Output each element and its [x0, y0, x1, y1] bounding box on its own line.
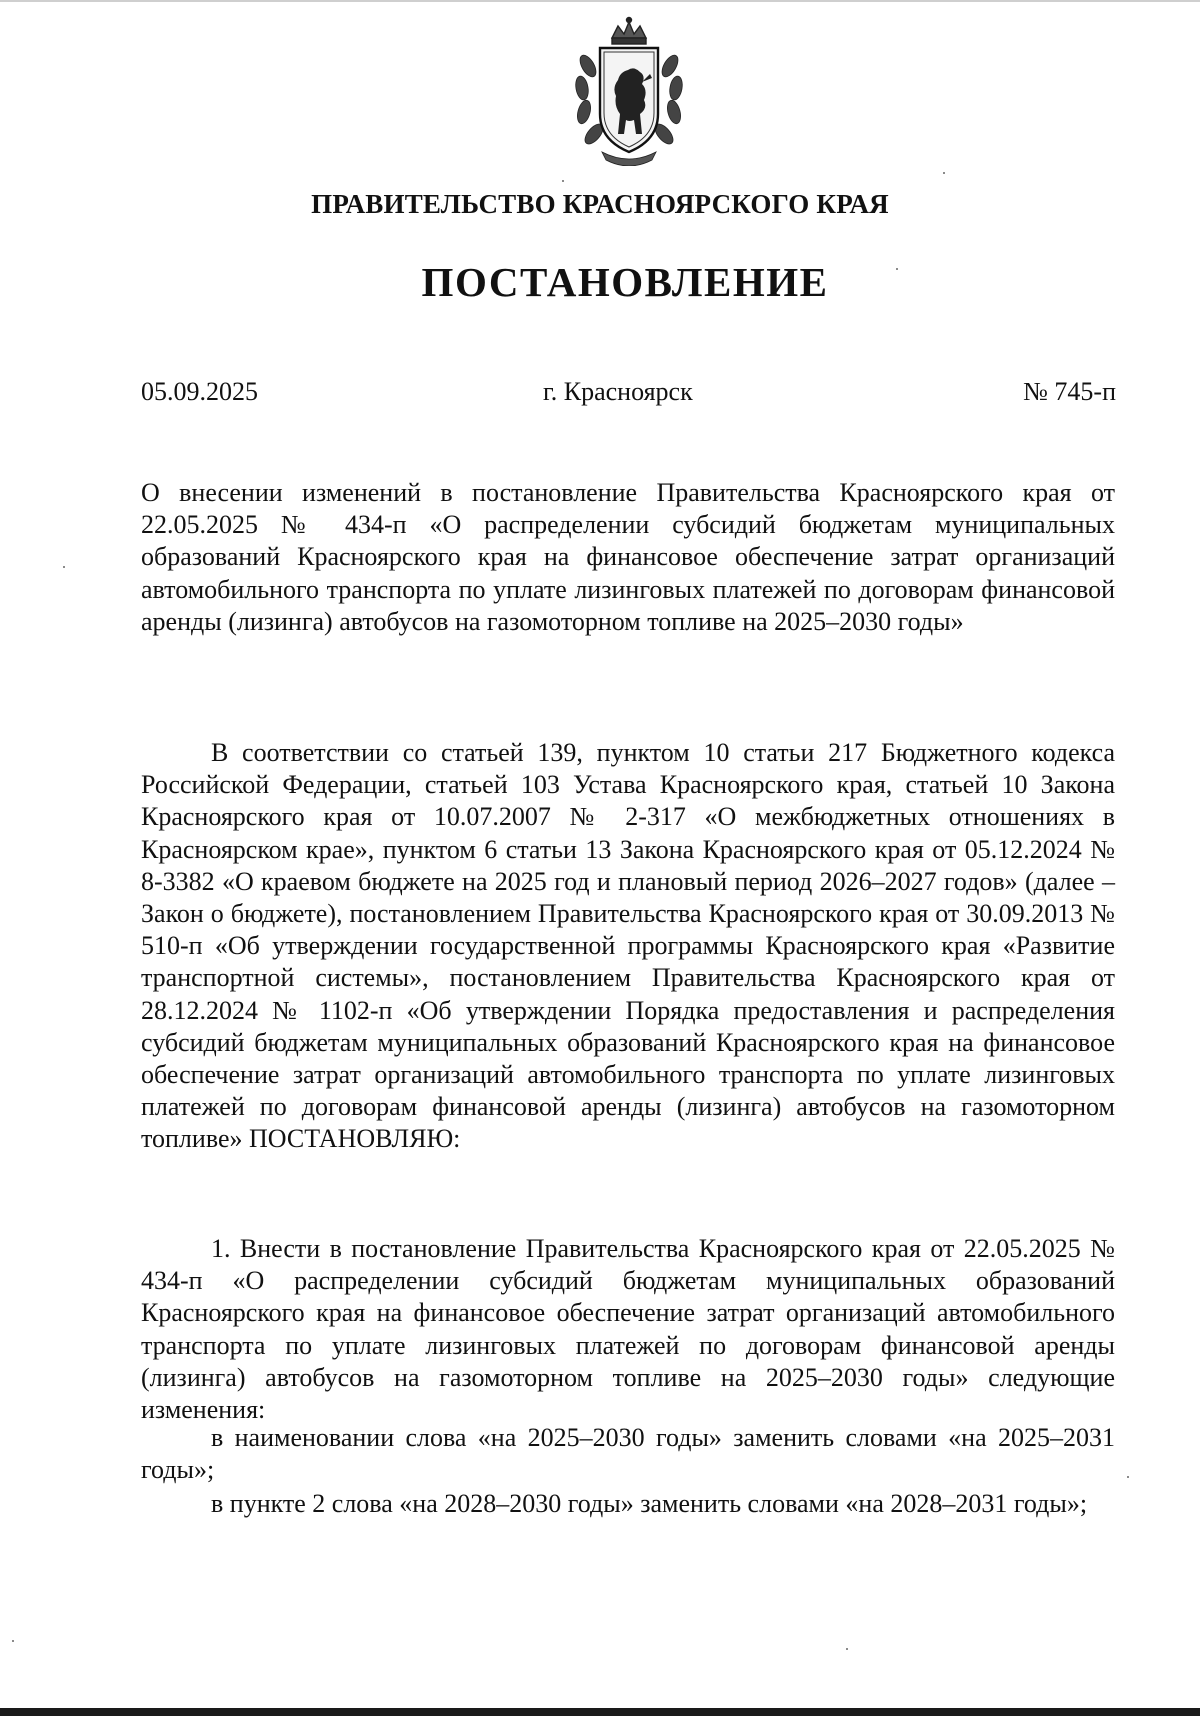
scan-speck	[12, 1640, 14, 1642]
document-type-title: ПОСТАНОВЛЕНИЕ	[421, 259, 829, 305]
scan-speck	[562, 180, 564, 182]
resolve-word: ПОСТАНОВЛЯЮ:	[249, 1124, 461, 1154]
coat-of-arms-icon	[568, 16, 690, 166]
scan-bottom-edge	[0, 1708, 1200, 1716]
scan-top-edge	[0, 0, 1200, 2]
change-1-paragraph: в наименовании слова «на 2025–2030 годы» заменить словами «на 2025–2031 годы»;	[141, 1423, 1115, 1485]
scan-speck	[943, 172, 945, 174]
scan-speck	[1127, 1476, 1129, 1478]
change-2-paragraph: в пункте 2 слова «на 2028–2030 годы» заменить словами «на 2028–2031 годы»;	[211, 1489, 1088, 1518]
scan-speck	[846, 1648, 848, 1650]
scan-speck	[896, 268, 898, 270]
document-city: г. Красноярск	[543, 377, 693, 406]
document-number: № 745-п	[1023, 377, 1116, 406]
legal-basis-text: В соответствии со статьей 139, пунктом 10 статьи 217 Бюджетного кодекса Российской Федерации, статьей 103 Устава Красноярского края, статьей 10 Закона Красноярского края от 10.07.2007 № 2-317 «О межбюджетных отношениях в Красноярском крае», пунктом 6 статьи 13 Закона Красноярского края от 05.12.2024 № 8-3382 «О краевом бюджете на 2025 год и плановый период 2026–2027 годов» (далее – Закон о бюджете), постановлением Правительства Красноярского края от 30.09.2013 № 510-п «Об утверждении государственной программы Красноярского края «Развитие транспортной системы», постановлением Правительства Красноярского края от 28.12.2024 № 1102-п «Об утверждении Порядка предоставления и распределения субсидий бюджетам муниципальных образований Красноярского края на финансовое обеспечение затрат организаций автомобильного транспорта по уплате лизинговых платежей по договорам финансовой аренды (лизинга) автобусов на газомоторном топливе»	[141, 738, 1115, 1154]
legal-basis-paragraph	[141, 737, 1115, 1156]
scan-speck	[63, 566, 65, 568]
document-subject: О внесении изменений в постановление Правительства Красноярского края от 22.05.2025 № 434-п «О распределении субсидий бюджетам муниципальных образований Красноярского края на финансовое обеспечение затрат организаций автомобильного транспорта по уплате лизинговых платежей по договорам финансовой аренды (лизинга) автобусов на газомоторном топливе на 2025–2030 годы»	[141, 478, 1115, 636]
government-title: ПРАВИТЕЛЬСТВО КРАСНОЯРСКОГО КРАЯ	[311, 189, 889, 219]
document-date: 05.09.2025	[141, 377, 258, 406]
item-1-paragraph: 1. Внести в постановление Правительства Красноярского края от 22.05.2025 № 434-п «О распределении субсидий бюджетам муниципальных образований Красноярского края на финансовое обеспечение затрат организаций автомобильного транспорта по уплате лизинговых платежей по договорам финансовой аренды (лизинга) автобусов на газомоторном топливе на 2025–2030 годы» следующие изменения:	[141, 1234, 1115, 1425]
